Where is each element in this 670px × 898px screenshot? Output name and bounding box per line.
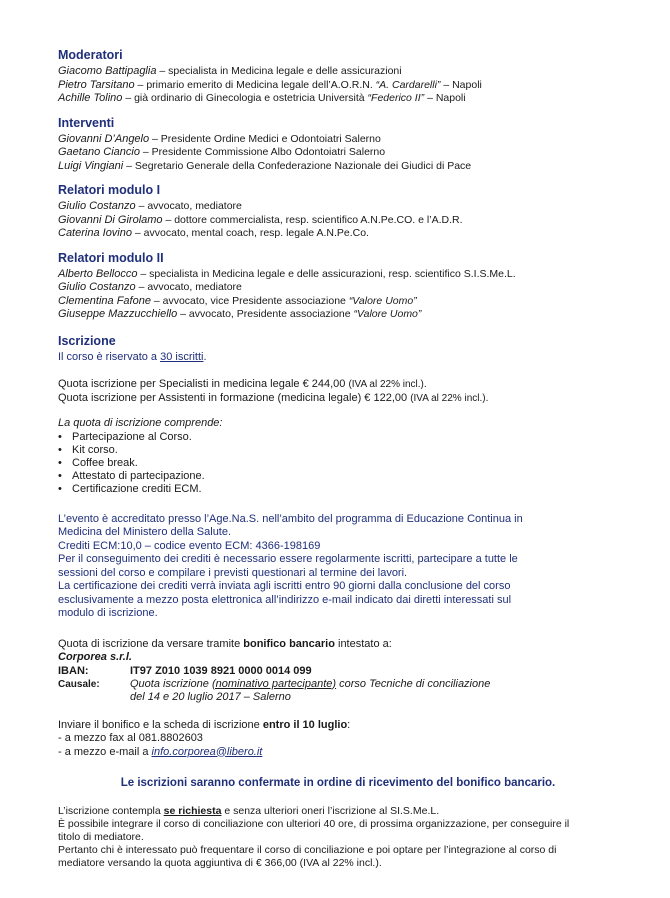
list-item: Alberto Bellocco – specialista in Medicina legale e delle assicurazioni, resp. scientifico S.I.S.Me.L.	[58, 267, 516, 280]
email-link[interactable]: info.corporea@libero.it	[151, 745, 263, 758]
relatori-modulo-2-list	[58, 268, 618, 322]
relatori-modulo-1-list	[58, 200, 618, 241]
interventi-list	[58, 133, 618, 174]
confirmation-note: Le iscrizioni saranno confermate in ordine di ricevimento del bonifico bancario.	[120, 777, 556, 789]
list-item: Giovanni D’Angelo – Presidente Ordine Medici e Odontoiatri Salerno	[58, 132, 381, 145]
list-item: Pietro Tarsitano – primario emerito di Medicina legale dell’A.O.R.N. “A. Cardarelli” – Napoli	[58, 78, 482, 91]
list-item: Giuseppe Mazzucchiello – avvocato, Presidente associazione “Valore Uomo”	[58, 308, 422, 320]
moderatori-heading: Moderatori	[58, 48, 123, 62]
list-item: • Kit corso.	[58, 443, 118, 456]
list-item: Giacomo Battipaglia – specialista in Medicina legale e delle assicurazioni	[58, 65, 402, 77]
causale-label: Causale:	[58, 678, 100, 690]
list-item: • Certificazione crediti ECM.	[58, 482, 202, 495]
iban-value: IT97 Z010 1039 8921 0000 0014 099	[130, 664, 312, 677]
comprende-title: La quota di iscrizione comprende:	[58, 417, 223, 429]
document-page	[58, 48, 618, 870]
invio-email: - a mezzo e-mail a info.corporea@libero.it	[58, 745, 263, 758]
bonifico-intro: Quota di iscrizione da versare tramite bonifico bancario intestato a:	[58, 637, 392, 650]
reserved-line: Il corso è riservato a 30 iscritti.	[58, 350, 207, 363]
reserved-count: 30 iscritti	[160, 350, 204, 363]
invio-line: Inviare il bonifico e la scheda di iscrizione entro il 10 luglio:	[58, 718, 351, 731]
list-item: Caterina Iovino – avvocato, mental coach, resp. legale A.N.Pe.Co.	[58, 227, 369, 239]
list-item: Clementina Fafone – avvocato, vice Presidente associazione “Valore Uomo”	[58, 294, 417, 307]
list-item: Giulio Costanzo – avvocato, mediatore	[58, 281, 242, 293]
bank-details	[58, 665, 490, 704]
relatori-modulo-1-heading: Relatori modulo I	[58, 183, 161, 197]
comprende-list	[58, 431, 618, 496]
relatori-modulo-2-heading: Relatori modulo II	[58, 250, 164, 265]
company-name: Corporea s.r.l.	[58, 651, 132, 663]
quota-assistenti: Quota iscrizione per Assistenti in formazione (medicina legale) € 122,00 (IVA al 22% incl.).	[58, 391, 489, 404]
invio-fax: - a mezzo fax al 081.8802603	[58, 732, 203, 744]
quota-specialisti: Quota iscrizione per Specialisti in medicina legale € 244,00 (IVA al 22% incl.).	[58, 378, 427, 390]
list-item: Gaetano Ciancio – Presidente Commissione Albo Odontoiatri Salerno	[58, 146, 386, 158]
interventi-heading: Interventi	[58, 115, 115, 130]
iscrizione-heading: Iscrizione	[58, 333, 116, 348]
list-item: Giovanni Di Girolamo – dottore commercialista, resp. scientifico A.N.Pe.CO. e l’A.D.R.	[58, 213, 463, 226]
list-item: • Partecipazione al Corso.	[58, 430, 192, 443]
list-item: Giulio Costanzo – avvocato, mediatore	[58, 200, 242, 212]
iban-label: IBAN:	[58, 664, 89, 677]
list-item: • Attestato di partecipazione.	[58, 469, 205, 482]
moderatori-list	[58, 65, 618, 106]
list-item: Achille Tolino – già ordinario di Ginecologia e ostetricia Università “Federico II” – Napoli	[58, 92, 466, 104]
causale-value: Quota iscrizione (nominativo partecipante) corso Tecniche di conciliazione del 14 e 20 luglio 2017 – Salerno	[130, 677, 491, 703]
list-item: Luigi Vingiani – Segretario Generale della Confederazione Nazionale dei Giudici di Pace	[58, 159, 472, 172]
ecm-block: L’evento è accreditato presso l’Age.Na.S. nell’ambito del programma di Educazione Continua in Medicina del Ministero della Salute. Crediti ECM:10,0 – codice evento ECM: 4366-198169 Per il conseguimento dei crediti è necessario essere regolarmente iscritti, partecipare a tutte le sessioni del corso e compilare i previsti questionari al termine dei lavori. La certificazione dei crediti verrà inviata agli iscritti entro 90 giorni dalla conclusione del corso esclusivamente a mezzo posta elettronica all’indirizzo e-mail indicato dai diretti interessati sul modulo di iscrizione.	[58, 512, 523, 619]
footer-notes: L’iscrizione contempla se richiesta e senza ulteriori oneri l’iscrizione al SI.S.Me.L. È possibile integrare il corso di conciliazione con ulteriori 40 ore, di prossima organizzazione, per conseguire il titolo di mediatore. Pertanto chi è interessato può frequentare il corso di conciliazione e poi optare per l’integrazione al corso di mediatore versando la quota aggiuntiva di € 366,00 (IVA al 22% incl.).	[58, 805, 570, 869]
list-item: • Coffee break.	[58, 456, 138, 469]
